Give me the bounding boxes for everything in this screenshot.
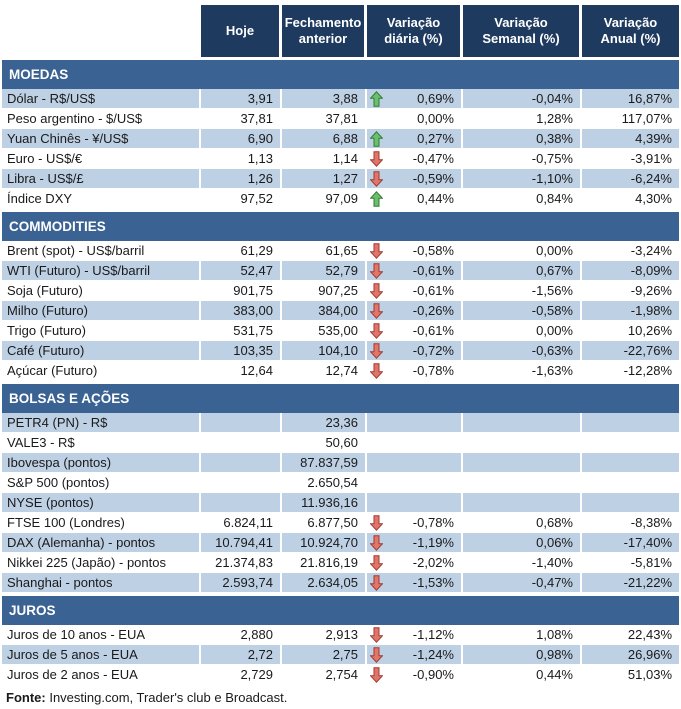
down-arrow-icon <box>370 243 383 259</box>
table-row <box>2 109 681 129</box>
table-row <box>2 645 681 665</box>
cell-variacao-semanal: 0,00% <box>463 241 582 261</box>
cell-variacao-semanal: -1,56% <box>463 281 582 301</box>
down-arrow-icon <box>370 647 383 663</box>
row-label: Shanghai - pontos <box>2 573 201 593</box>
cell-variacao-diaria <box>367 473 463 493</box>
table-row <box>2 169 681 189</box>
cell-variacao-diaria: -0,58% <box>367 241 463 261</box>
cell-fechamento: 3,88 <box>282 89 367 109</box>
cell-hoje: 901,75 <box>201 281 282 301</box>
cell-variacao-anual <box>582 433 679 453</box>
column-header-vs: Variação Semanal (%) <box>463 5 582 57</box>
cell-fechamento: 23,36 <box>282 413 367 433</box>
cell-variacao-anual: 4,30% <box>582 189 679 209</box>
cell-fechamento: 104,10 <box>282 341 367 361</box>
table-row <box>2 241 681 261</box>
down-arrow-icon <box>370 343 383 359</box>
down-arrow-icon <box>370 575 383 591</box>
cell-fechamento: 50,60 <box>282 433 367 453</box>
down-arrow-icon <box>370 283 383 299</box>
section-header-juros <box>2 596 679 625</box>
cell-fechamento: 12,74 <box>282 361 367 381</box>
cell-fechamento: 535,00 <box>282 321 367 341</box>
cell-hoje <box>201 453 282 473</box>
cell-variacao-anual <box>582 413 679 433</box>
source-text: Investing.com, Trader's club e Broadcast. <box>45 690 288 705</box>
table-row <box>2 321 681 341</box>
source-label: Fonte: <box>6 690 46 705</box>
cell-variacao-diaria <box>367 453 463 473</box>
down-arrow-icon <box>370 627 383 643</box>
cell-variacao-anual: -8,09% <box>582 261 679 281</box>
table-row <box>2 433 681 453</box>
row-label: FTSE 100 (Londres) <box>2 513 201 533</box>
cell-variacao-anual: -22,76% <box>582 341 679 361</box>
cell-hoje <box>201 473 282 493</box>
column-header-vd: Variação diária (%) <box>367 5 463 57</box>
cell-variacao-semanal: 0,98% <box>463 645 582 665</box>
cell-hoje: 97,52 <box>201 189 282 209</box>
cell-fechamento: 6,88 <box>282 129 367 149</box>
cell-hoje: 21.374,83 <box>201 553 282 573</box>
row-label: Peso argentino - $/US$ <box>2 109 201 129</box>
table-row <box>2 413 681 433</box>
cell-variacao-anual: -6,24% <box>582 169 679 189</box>
cell-variacao-semanal: 0,44% <box>463 665 582 685</box>
cell-variacao-semanal: 0,84% <box>463 189 582 209</box>
cell-variacao-anual: 16,87% <box>582 89 679 109</box>
cell-variacao-anual: -9,26% <box>582 281 679 301</box>
row-label: Euro - US$/€ <box>2 149 201 169</box>
cell-variacao-diaria: -2,02% <box>367 553 463 573</box>
cell-fechamento: 2,75 <box>282 645 367 665</box>
row-label: Libra - US$/£ <box>2 169 201 189</box>
row-label: Milho (Futuro) <box>2 301 201 321</box>
cell-fechamento: 21.816,19 <box>282 553 367 573</box>
column-header-va: Variação Anual (%) <box>582 5 679 57</box>
table-row <box>2 301 681 321</box>
up-arrow-icon <box>370 91 383 107</box>
row-label: Ibovespa (pontos) <box>2 453 201 473</box>
cell-variacao-semanal <box>463 493 582 513</box>
cell-variacao-diaria: -1,12% <box>367 625 463 645</box>
table-row <box>2 89 681 109</box>
cell-variacao-anual: -1,98% <box>582 301 679 321</box>
cell-variacao-semanal: 0,38% <box>463 129 582 149</box>
cell-hoje: 2,880 <box>201 625 282 645</box>
down-arrow-icon <box>370 323 383 339</box>
cell-fechamento: 87.837,59 <box>282 453 367 473</box>
table-row <box>2 341 681 361</box>
down-arrow-icon <box>370 303 383 319</box>
down-arrow-icon <box>370 667 383 683</box>
row-label: Soja (Futuro) <box>2 281 201 301</box>
cell-variacao-anual: -21,22% <box>582 573 679 593</box>
cell-variacao-semanal <box>463 473 582 493</box>
cell-fechamento: 907,25 <box>282 281 367 301</box>
cell-variacao-semanal: -1,40% <box>463 553 582 573</box>
cell-variacao-anual: -5,81% <box>582 553 679 573</box>
cell-variacao-anual: -3,24% <box>582 241 679 261</box>
cell-variacao-diaria: -0,61% <box>367 321 463 341</box>
cell-variacao-semanal: -0,63% <box>463 341 582 361</box>
cell-variacao-anual: -8,38% <box>582 513 679 533</box>
cell-hoje: 12,64 <box>201 361 282 381</box>
row-label: VALE3 - R$ <box>2 433 201 453</box>
cell-variacao-diaria: -0,72% <box>367 341 463 361</box>
cell-hoje: 383,00 <box>201 301 282 321</box>
row-label: WTI (Futuro) - US$/barril <box>2 261 201 281</box>
table-row <box>2 573 681 593</box>
column-header-fech: Fechamento anterior <box>282 5 367 57</box>
cell-hoje: 61,29 <box>201 241 282 261</box>
table-row <box>2 625 681 645</box>
cell-variacao-anual: 22,43% <box>582 625 679 645</box>
cell-hoje: 37,81 <box>201 109 282 129</box>
cell-fechamento: 11.936,16 <box>282 493 367 513</box>
cell-variacao-semanal: -0,58% <box>463 301 582 321</box>
source-note <box>2 690 681 705</box>
table-row <box>2 553 681 573</box>
cell-hoje: 3,91 <box>201 89 282 109</box>
cell-variacao-diaria: -0,78% <box>367 361 463 381</box>
table-row <box>2 281 681 301</box>
cell-variacao-semanal: 0,06% <box>463 533 582 553</box>
cell-variacao-anual: 51,03% <box>582 665 679 685</box>
cell-fechamento: 2.634,05 <box>282 573 367 593</box>
cell-hoje: 103,35 <box>201 341 282 361</box>
down-arrow-icon <box>370 555 383 571</box>
row-label: Brent (spot) - US$/barril <box>2 241 201 261</box>
table-row <box>2 129 681 149</box>
cell-fechamento: 52,79 <box>282 261 367 281</box>
down-arrow-icon <box>370 535 383 551</box>
cell-variacao-anual: 4,39% <box>582 129 679 149</box>
cell-variacao-anual: 117,07% <box>582 109 679 129</box>
cell-fechamento: 2,913 <box>282 625 367 645</box>
cell-fechamento: 2.650,54 <box>282 473 367 493</box>
up-arrow-icon <box>370 191 383 207</box>
cell-variacao-diaria: 0,00% <box>367 109 463 129</box>
cell-hoje <box>201 493 282 513</box>
cell-hoje <box>201 433 282 453</box>
row-label: Juros de 5 anos - EUA <box>2 645 201 665</box>
cell-hoje: 531,75 <box>201 321 282 341</box>
cell-variacao-semanal: -0,04% <box>463 89 582 109</box>
cell-variacao-semanal <box>463 453 582 473</box>
cell-fechamento: 6.877,50 <box>282 513 367 533</box>
down-arrow-icon <box>370 263 383 279</box>
table-row <box>2 533 681 553</box>
table-row <box>2 473 681 493</box>
table-row <box>2 261 681 281</box>
cell-fechamento: 10.924,70 <box>282 533 367 553</box>
cell-fechamento: 2,754 <box>282 665 367 685</box>
cell-variacao-semanal: -0,75% <box>463 149 582 169</box>
table-row <box>2 493 681 513</box>
cell-variacao-semanal: 0,00% <box>463 321 582 341</box>
row-label: Índice DXY <box>2 189 201 209</box>
section-header-commodities <box>2 212 679 241</box>
cell-variacao-diaria: -0,59% <box>367 169 463 189</box>
cell-fechamento: 61,65 <box>282 241 367 261</box>
cell-variacao-diaria <box>367 493 463 513</box>
cell-hoje: 2,72 <box>201 645 282 665</box>
row-label: Yuan Chinês - ¥/US$ <box>2 129 201 149</box>
cell-variacao-diaria: -0,61% <box>367 261 463 281</box>
cell-hoje: 52,47 <box>201 261 282 281</box>
row-label: PETR4 (PN) - R$ <box>2 413 201 433</box>
cell-variacao-diaria: 0,69% <box>367 89 463 109</box>
cell-variacao-semanal: 1,08% <box>463 625 582 645</box>
table-row <box>2 149 681 169</box>
row-label: Açúcar (Futuro) <box>2 361 201 381</box>
section-header-moedas <box>2 60 679 89</box>
cell-variacao-diaria: -0,47% <box>367 149 463 169</box>
cell-variacao-anual: 26,96% <box>582 645 679 665</box>
cell-fechamento: 37,81 <box>282 109 367 129</box>
cell-variacao-diaria: 0,27% <box>367 129 463 149</box>
cell-hoje: 1,13 <box>201 149 282 169</box>
cell-variacao-diaria: -0,26% <box>367 301 463 321</box>
cell-variacao-semanal: 1,28% <box>463 109 582 129</box>
down-arrow-icon <box>370 515 383 531</box>
cell-variacao-diaria: -1,53% <box>367 573 463 593</box>
cell-fechamento: 1,14 <box>282 149 367 169</box>
cell-hoje: 6.824,11 <box>201 513 282 533</box>
table-row <box>2 665 681 685</box>
cell-hoje <box>201 413 282 433</box>
cell-variacao-anual <box>582 453 679 473</box>
row-label: Trigo (Futuro) <box>2 321 201 341</box>
section-title: COMMODITIES <box>9 219 106 234</box>
cell-variacao-semanal <box>463 413 582 433</box>
market-table <box>2 60 681 685</box>
cell-variacao-semanal: -1,10% <box>463 169 582 189</box>
row-label: NYSE (pontos) <box>2 493 201 513</box>
cell-variacao-diaria: -1,19% <box>367 533 463 553</box>
cell-variacao-anual: -17,40% <box>582 533 679 553</box>
cell-fechamento: 97,09 <box>282 189 367 209</box>
row-label: DAX (Alemanha) - pontos <box>2 533 201 553</box>
cell-hoje: 2.593,74 <box>201 573 282 593</box>
cell-variacao-anual <box>582 493 679 513</box>
cell-variacao-semanal: -1,63% <box>463 361 582 381</box>
cell-variacao-anual: -12,28% <box>582 361 679 381</box>
cell-variacao-diaria: -1,24% <box>367 645 463 665</box>
table-row <box>2 361 681 381</box>
table-header <box>201 5 681 57</box>
column-header-hoje: Hoje <box>201 5 282 57</box>
down-arrow-icon <box>370 151 383 167</box>
row-label: Café (Futuro) <box>2 341 201 361</box>
section-header-bolsas-e-acoes <box>2 384 679 413</box>
row-label: Dólar - R$/US$ <box>2 89 201 109</box>
cell-variacao-diaria <box>367 433 463 453</box>
cell-variacao-diaria <box>367 413 463 433</box>
cell-variacao-semanal: 0,68% <box>463 513 582 533</box>
cell-variacao-anual <box>582 473 679 493</box>
table-row <box>2 189 681 209</box>
cell-variacao-diaria: 0,44% <box>367 189 463 209</box>
cell-hoje: 1,26 <box>201 169 282 189</box>
row-label: Juros de 2 anos - EUA <box>2 665 201 685</box>
cell-fechamento: 1,27 <box>282 169 367 189</box>
table-row <box>2 453 681 473</box>
section-title: MOEDAS <box>9 67 69 82</box>
up-arrow-icon <box>370 131 383 147</box>
cell-variacao-diaria: -0,78% <box>367 513 463 533</box>
cell-variacao-diaria: -0,90% <box>367 665 463 685</box>
cell-variacao-diaria: -0,61% <box>367 281 463 301</box>
cell-variacao-semanal: 0,67% <box>463 261 582 281</box>
row-label: Nikkei 225 (Japão) - pontos <box>2 553 201 573</box>
cell-hoje: 2,729 <box>201 665 282 685</box>
cell-variacao-anual: 10,26% <box>582 321 679 341</box>
cell-hoje: 6,90 <box>201 129 282 149</box>
cell-variacao-semanal <box>463 433 582 453</box>
cell-fechamento: 384,00 <box>282 301 367 321</box>
row-label: S&P 500 (pontos) <box>2 473 201 493</box>
section-title: BOLSAS E AÇÕES <box>9 391 130 406</box>
table-row <box>2 513 681 533</box>
cell-variacao-semanal: -0,47% <box>463 573 582 593</box>
down-arrow-icon <box>370 171 383 187</box>
row-label: Juros de 10 anos - EUA <box>2 625 201 645</box>
cell-hoje: 10.794,41 <box>201 533 282 553</box>
down-arrow-icon <box>370 363 383 379</box>
section-title: JUROS <box>9 603 56 618</box>
cell-variacao-anual: -3,91% <box>582 149 679 169</box>
